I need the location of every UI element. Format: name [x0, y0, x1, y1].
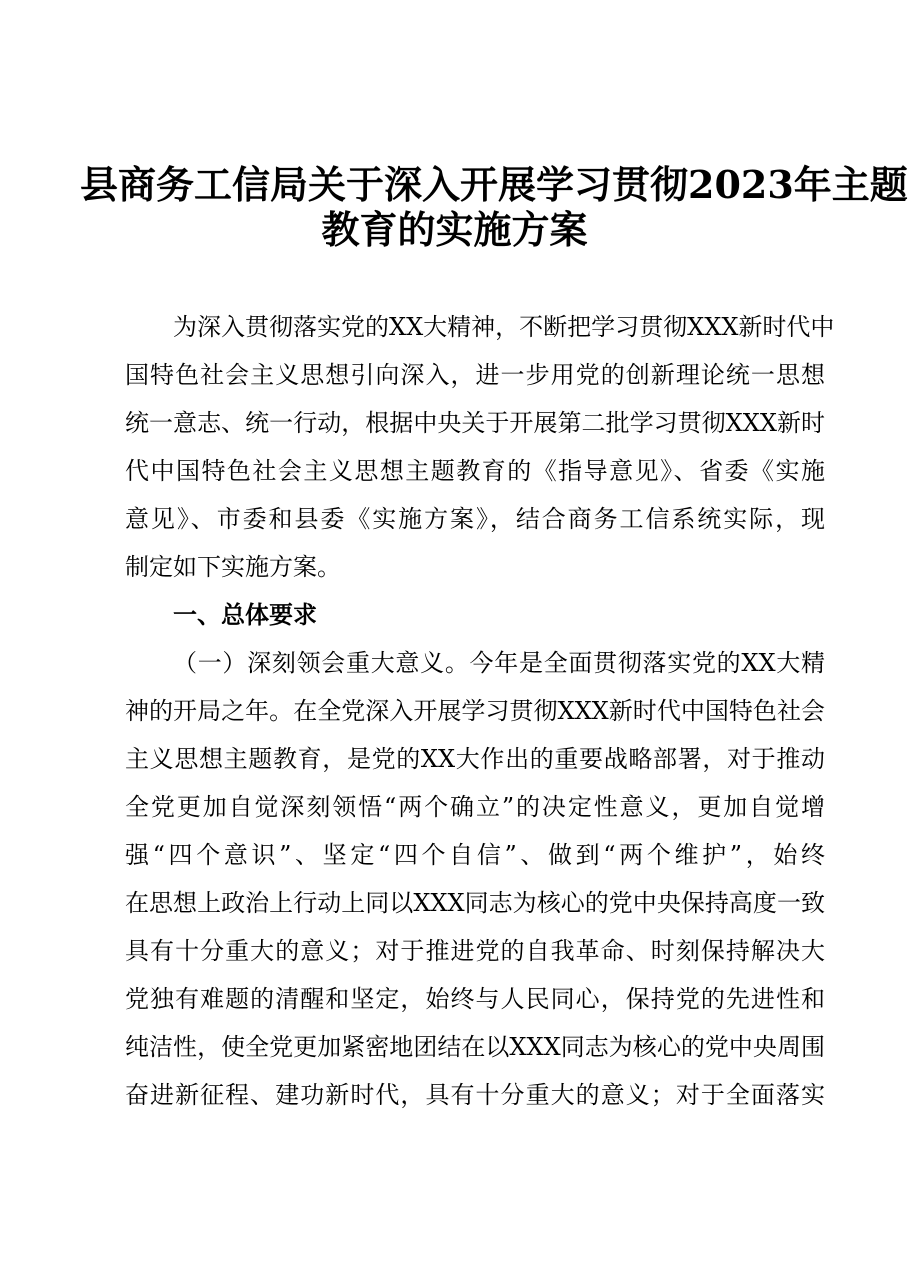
document-title-line-2: 教育的实施方案	[321, 207, 588, 252]
intro-paragraph-line: 统一意志、统一行动，根据中央关于开展第二批学习贯彻XXX新时	[125, 409, 825, 437]
body-paragraph-line: 具有十分重大的意义；对于推进党的自我革命、时刻保持解决大	[125, 937, 825, 965]
body-paragraph-line: （一）深刻领会重大意义。今年是全面贯彻落实党的XX大精	[173, 649, 825, 677]
body-paragraph-line: 主义思想主题教育，是党的XX大作出的重要战略部署，对于推动	[125, 745, 825, 773]
body-paragraph-line: 纯洁性，使全党更加紧密地团结在以XXX同志为核心的党中央周围	[125, 1033, 825, 1061]
intro-paragraph-line: 代中国特色社会主义思想主题教育的《指导意见》、省委《实施	[125, 457, 825, 485]
body-paragraph-line: 在思想上政治上行动上同以XXX同志为核心的党中央保持高度一致	[125, 889, 825, 917]
document-title-line-1: 县商务工信局关于深入开展学习贯彻2023年主题	[80, 162, 908, 207]
body-paragraph-line: 强“四个意识”、坚定“四个自信”、做到“两个维护”，始终	[125, 841, 825, 869]
section-heading: 一、总体要求	[173, 601, 317, 629]
intro-paragraph-line: 意见》、市委和县委《实施方案》，结合商务工信系统实际，现	[125, 505, 825, 533]
body-paragraph-line: 神的开局之年。在全党深入开展学习贯彻XXX新时代中国特色社会	[125, 697, 825, 725]
intro-paragraph-line: 国特色社会主义思想引向深入，进一步用党的创新理论统一思想	[125, 361, 825, 389]
body-paragraph-line: 党独有难题的清醒和坚定，始终与人民同心，保持党的先进性和	[125, 985, 825, 1013]
body-paragraph-line: 奋进新征程、建功新时代，具有十分重大的意义；对于全面落实	[125, 1081, 825, 1109]
intro-paragraph-line: 制定如下实施方案。	[125, 553, 341, 581]
intro-paragraph-line: 为深入贯彻落实党的XX大精神，不断把学习贯彻XXX新时代中	[173, 313, 835, 341]
body-paragraph-line: 全党更加自觉深刻领悟“两个确立”的决定性意义，更加自觉增	[125, 793, 825, 821]
